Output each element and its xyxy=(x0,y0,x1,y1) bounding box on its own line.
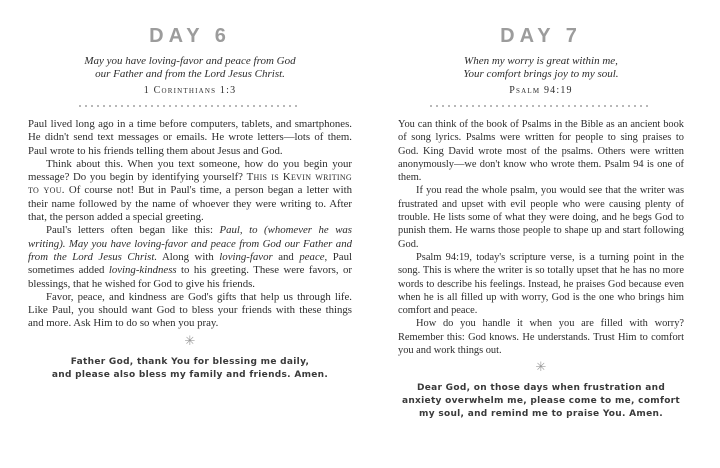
day-heading: DAY 6 xyxy=(149,25,231,47)
day-heading: DAY 7 xyxy=(500,25,582,47)
star-ornament-icon: ✳ xyxy=(184,333,196,349)
body-paragraph: Paul lived long ago in a time before computers, tablets, and smartphones. He didn't send text messages or emails. He wrote letters—lots of them. Paul wrote to his friends telling them about Jesus and God. xyxy=(28,118,352,157)
page-day-7 xyxy=(398,0,684,468)
prayer-line: Dear God, on those days when frustration and xyxy=(416,383,666,394)
prayer xyxy=(28,356,352,382)
scripture-line: Your comfort brings joy to my soul. xyxy=(463,68,619,80)
scripture-quote xyxy=(398,55,684,81)
dotted-divider xyxy=(79,105,301,107)
prayer-line: and please also bless my family and friends. Amen. xyxy=(51,369,329,380)
scripture-line: When my worry is great within me, xyxy=(464,55,618,67)
body-paragraph: Favor, peace, and kindness are God's gifts that help us through life. Like Paul, you should want God to bless your friends with these things and more. Ask Him to do so when you pray. xyxy=(28,290,352,330)
body-paragraph: How do you handle it when you are filled with worry? Remember this: God knows. He understands. Trust Him to comfort you and work things out. xyxy=(398,318,684,357)
prayer-line: anxiety overwhelm me, please come to me, comfort xyxy=(401,396,681,407)
star-ornament-icon: ✳ xyxy=(535,360,547,376)
devotional-body xyxy=(398,118,684,357)
page-day-6 xyxy=(28,0,352,468)
scripture-reference: 1 Corinthians 1:3 xyxy=(143,85,237,96)
scripture-reference: Psalm 94:19 xyxy=(509,85,573,96)
body-paragraph: Paul's letters often began like this: Paul, to (whomever he was writing). May you have loving-favor and peace from God our Father and from the Lord Jesus Christ. Along with loving-favor and peace, Paul sometimes added loving-kindness to his greeting. These were favors, or blessings, that he wished for God to give his friends. xyxy=(28,224,353,290)
scripture-line: May you have loving-favor and peace from God xyxy=(84,55,296,67)
body-paragraph: You can think of the book of Psalms in the Bible as an ancient book of song lyrics. Psalms were written for people to sing praises to God. King David wrote most of the psalms. Others were written anonymously—we don't know who wrote them. Psalm 94 is one of them. xyxy=(398,119,684,184)
prayer-line: Father God, thank You for blessing me daily, xyxy=(70,356,310,367)
body-paragraph: Psalm 94:19, today's scripture verse, is a turning point in the song. This is where the writer is so totally upset that he has no more words to describe his feelings. Instead, he praises God because even when he is all filled up with worry, God is the one who brings him comfort and peace. xyxy=(398,251,684,317)
scripture-line: our Father and from the Lord Jesus Christ. xyxy=(95,68,285,80)
prayer-line: my soul, and remind me to praise You. Amen. xyxy=(419,409,663,420)
body-paragraph: If you read the whole psalm, you would see that the writer was frustrated and upset with evil people who were causing plenty of trouble. He lists some of what they were doing, and he begs God to punish them. He warns those people to shape up and start following God. xyxy=(398,185,684,250)
scripture-quote xyxy=(28,55,352,81)
dotted-divider xyxy=(430,105,652,107)
prayer xyxy=(398,382,684,421)
devotional-body xyxy=(28,118,352,331)
body-paragraph: Think about this. When you text someone, how do you begin your message? Do you begin by identifying yourself? This is Kevin writing to you. Of course not! But in Paul's time, a person began a letter with their name followed by the name of whoever they were writing to. After that, the person added a special greeting. xyxy=(28,157,352,224)
